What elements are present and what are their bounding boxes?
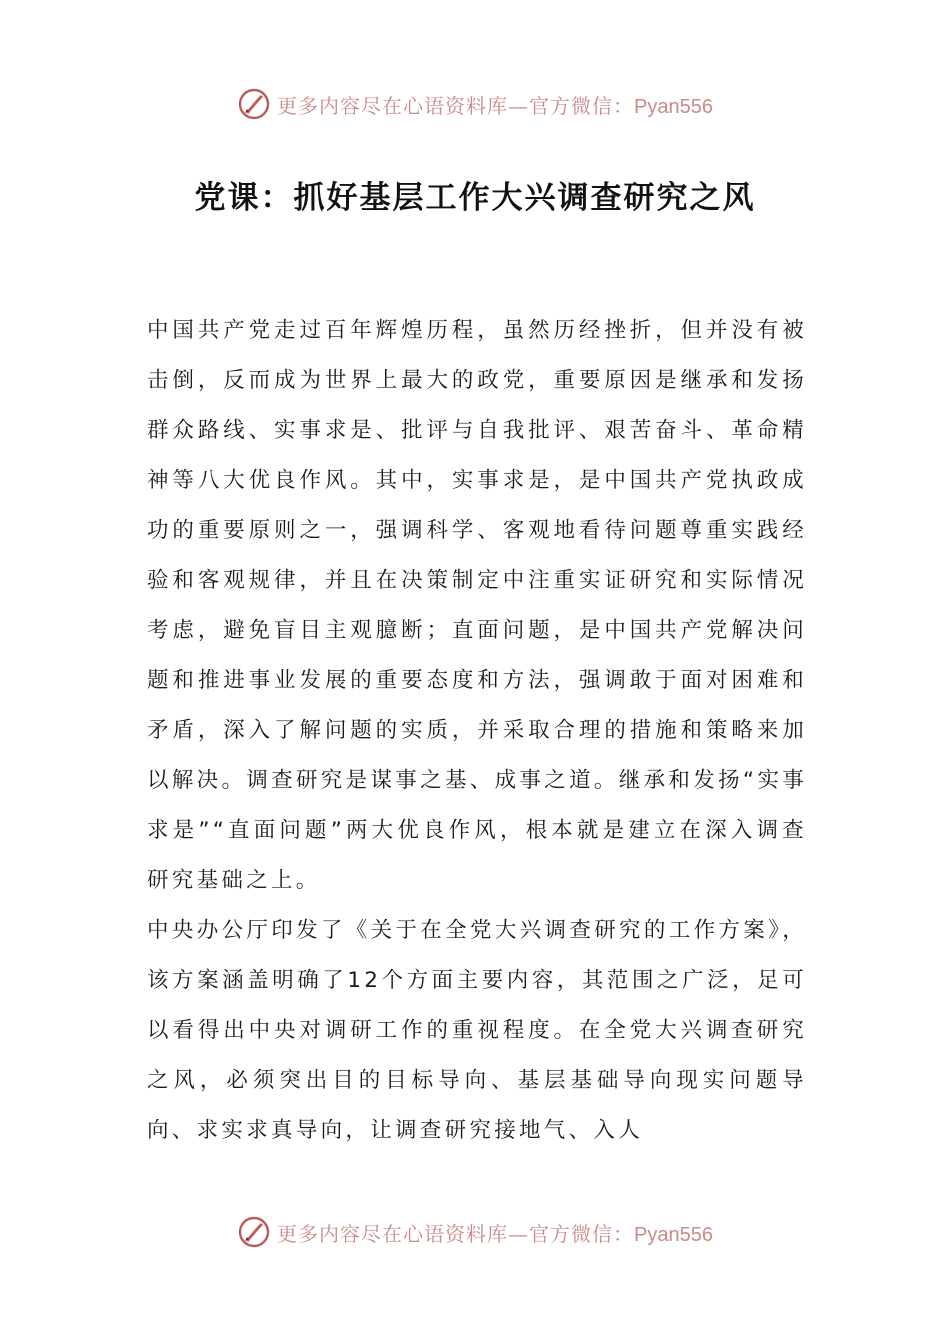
paragraph-1: 中国共产党走过百年辉煌历程，虽然历经挫折，但并没有被击倒，反而成为世界上最大的政党，重要原因是继承和发扬群众路线、实事求是、批评与自我批评、艰苦奋斗、革命精神等八大优良作风。其中，实事求是，是中国共产党执政成功的重要原则之一，强调科学、客观地看待问题尊重实践经验和客观规律，并且在决策制定中注重实证研究和实际情况考虑，避免盲目主观臆断；直面问题，是中国共产党解决问题和推进事业发展的重要态度和方法，强调敢于面对困难和矛盾，深入了解问题的实质，并采取合理的措施和策略来加以解决。调查研究是谋事之基、成事之道。继承和发扬“实事求是”“直面问题”两大优良作风，根本就是建立在深入调查研究基础之上。 bbox=[147, 318, 807, 893]
watermark-text: 更多内容尽在心语资料库—官方微信：Pyan556 bbox=[277, 1221, 713, 1246]
pen-nib-circle-icon bbox=[237, 1215, 271, 1249]
paragraph-2: 中央办公厅印发了《关于在全党大兴调查研究的工作方案》，该方案涵盖明确了12个方面主要内容，其范围之广泛，足可以看得出中央对调研工作的重视程度。在全党大兴调查研究之风，必须突出目的目标导向、基层基础导向现实问题导向、求实求真导向，让调查研究接地气、入人 bbox=[147, 918, 807, 1143]
pen-nib-circle-icon bbox=[237, 87, 271, 121]
footer-watermark bbox=[0, 1212, 950, 1252]
document-title: 党课：抓好基层工作大兴调查研究之风 bbox=[194, 180, 756, 216]
watermark-text: 更多内容尽在心语资料库—官方微信：Pyan556 bbox=[277, 93, 713, 118]
document-body bbox=[147, 306, 807, 1156]
header-watermark bbox=[0, 84, 950, 124]
